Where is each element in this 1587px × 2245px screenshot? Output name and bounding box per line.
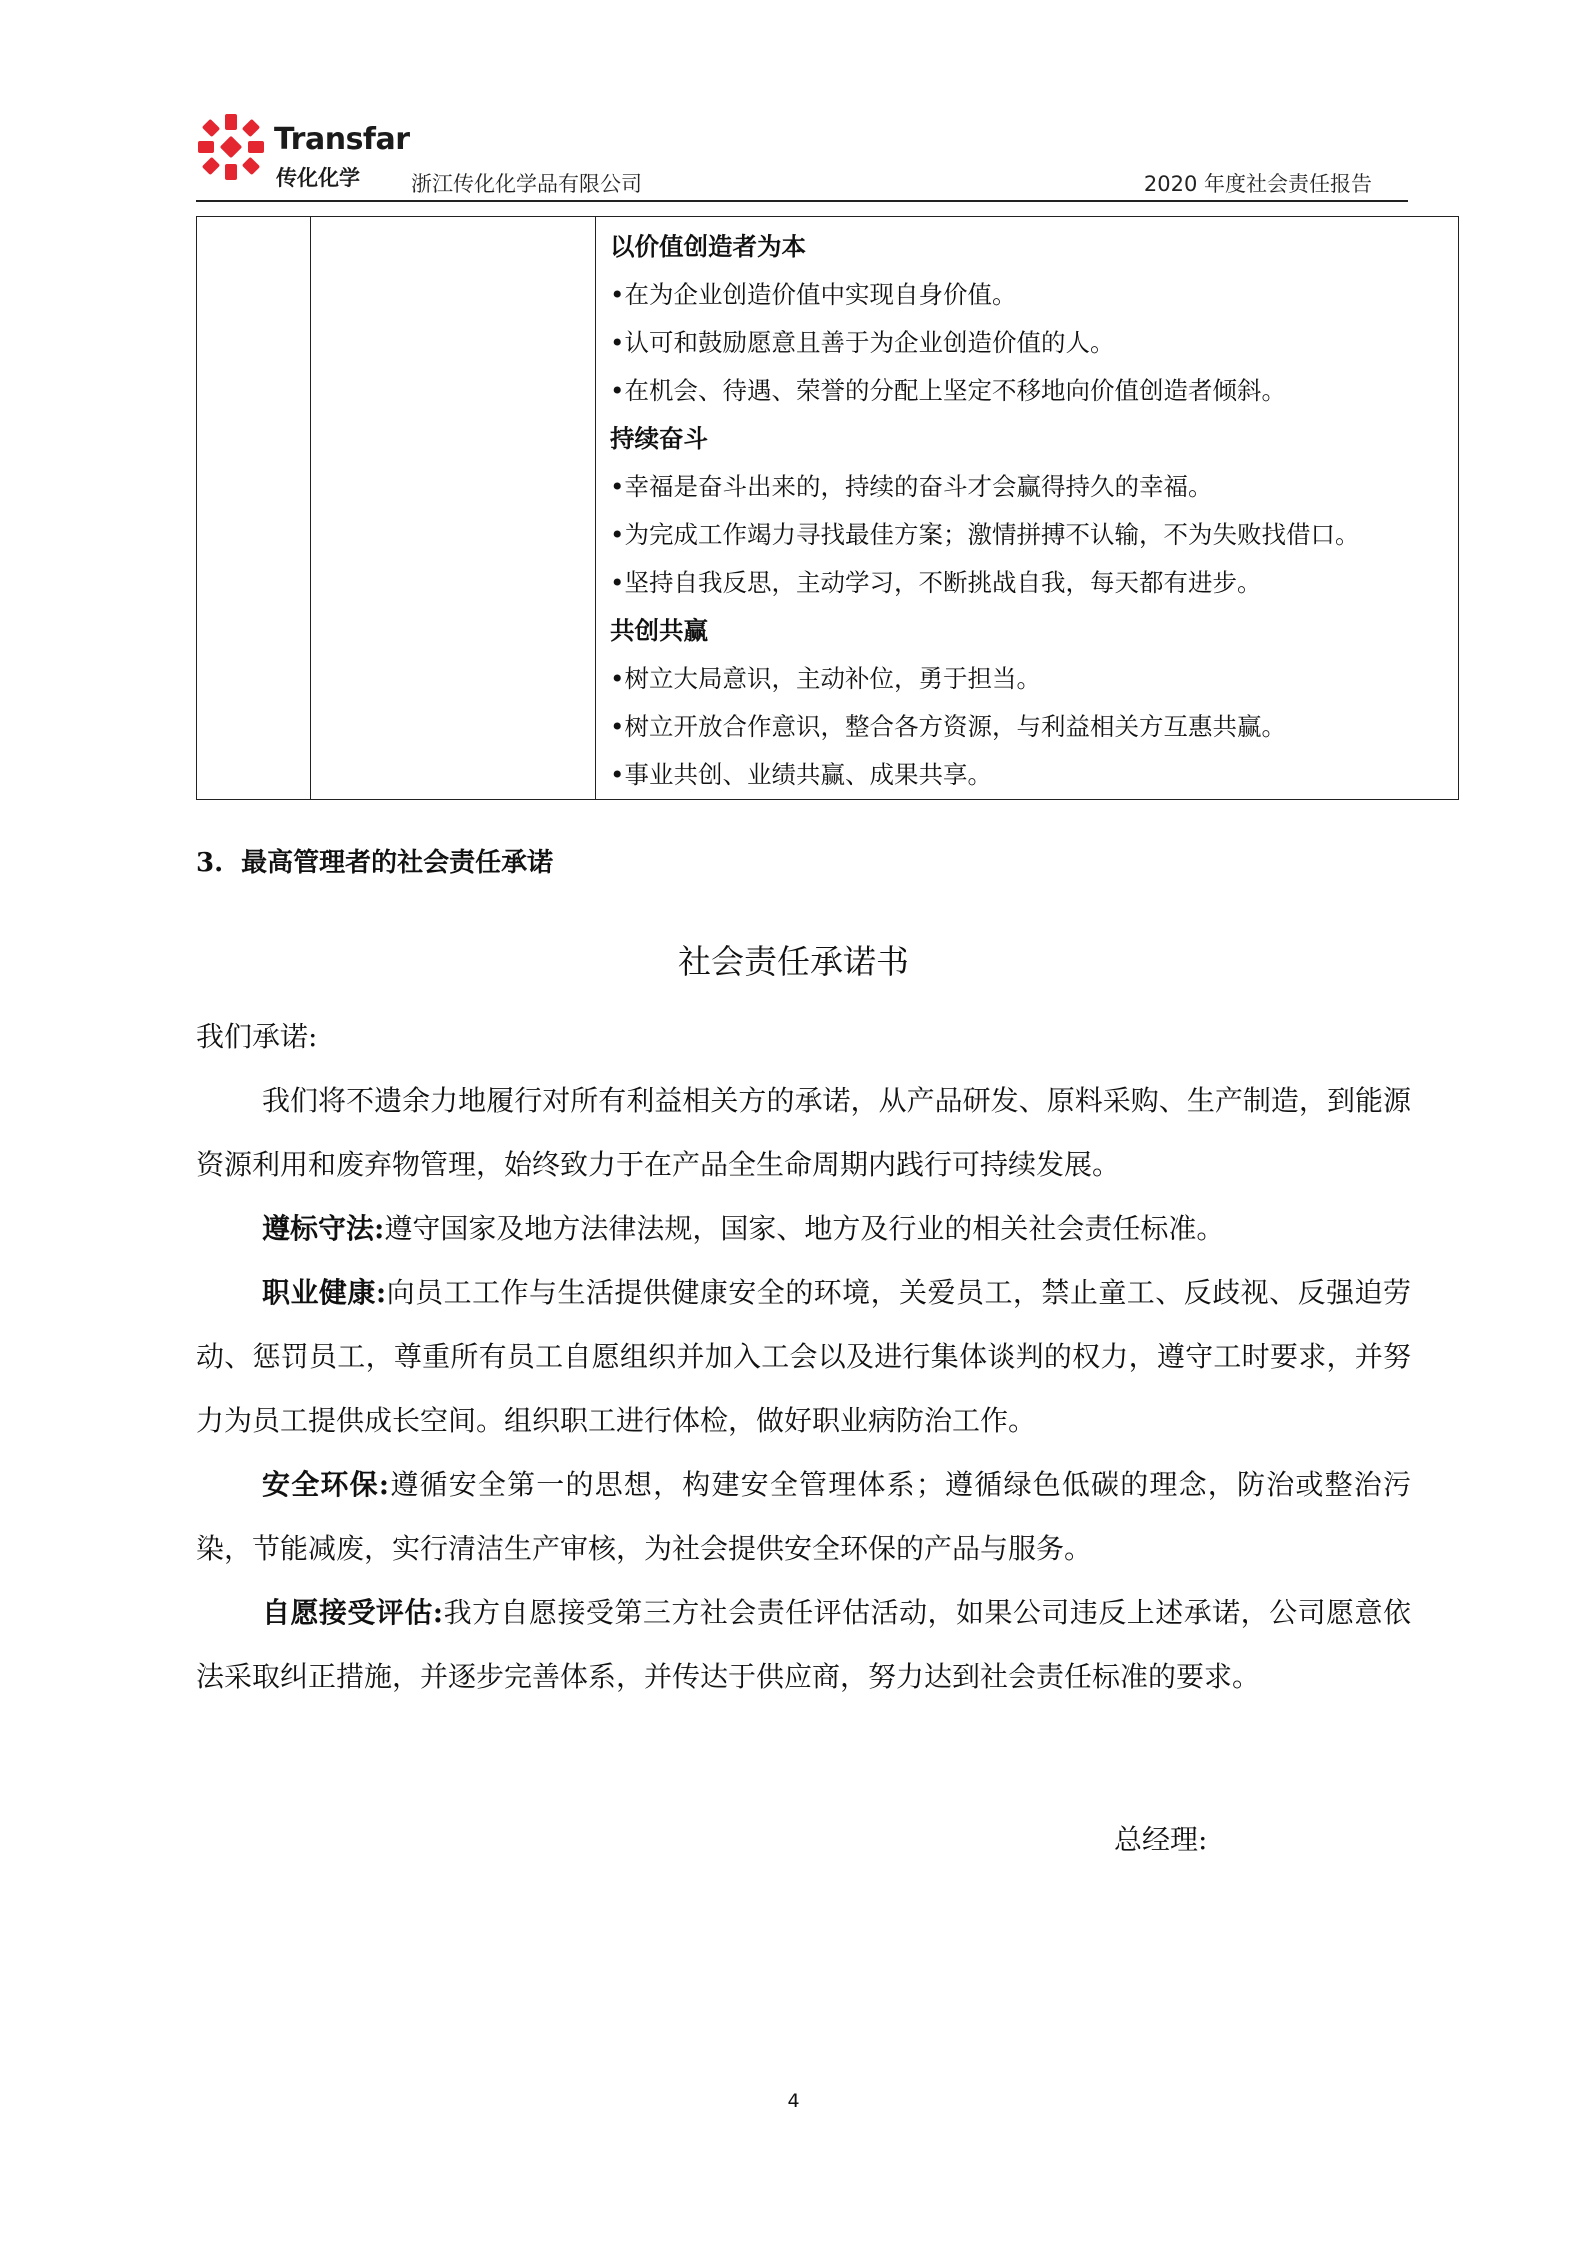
value-item: •树立开放合作意识，整合各方资源，与利益相关方互惠共赢。 xyxy=(610,712,1286,741)
table-row xyxy=(197,217,1459,800)
value-item: •事业共创、业绩共赢、成果共享。 xyxy=(610,760,992,789)
value-item: •在为企业创造价值中实现自身价值。 xyxy=(610,280,1017,309)
commitment-body xyxy=(196,1005,1411,1709)
header-divider xyxy=(196,200,1408,202)
values-table xyxy=(196,216,1459,800)
clause-text: 向员工工作与生活提供健康安全的环境，关爱员工，禁止童工、反歧视、反强迫劳动、惩罚员工，尊重所有员工自愿组织并加入工会以及进行集体谈判的权力，遵守工时要求，并努力为员工提供成长空间。组织职工进行体检，做好职业病防治工作。 xyxy=(196,1276,1411,1437)
values-cell xyxy=(596,217,1459,800)
clause-paragraph xyxy=(196,1261,1411,1453)
value-item: •在机会、待遇、荣誉的分配上坚定不移地向价值创造者倾斜。 xyxy=(610,376,1286,405)
section-number: 3. xyxy=(196,848,224,878)
clause-label: 遵标守法: xyxy=(262,1212,385,1245)
value-item: •幸福是奋斗出来的，持续的奋斗才会赢得持久的幸福。 xyxy=(610,472,1213,501)
section-heading xyxy=(196,842,553,879)
transfar-logo-icon xyxy=(196,112,266,182)
intro-paragraph: 我们将不遗余力地履行对所有利益相关方的承诺，从产品研发、原料采购、生产制造，到能源资源利用和废弃物管理，始终致力于在产品全生命周期内践行可持续发展。 xyxy=(196,1084,1411,1181)
clause-paragraph xyxy=(196,1581,1411,1709)
value-item: •坚持自我反思，主动学习，不断挑战自我，每天都有进步。 xyxy=(610,568,1262,597)
company-name: 浙江传化化学品有限公司 xyxy=(411,172,642,196)
section-title: 最高管理者的社会责任承诺 xyxy=(241,848,554,878)
clause-label: 自愿接受评估: xyxy=(262,1596,444,1629)
table-cell-empty xyxy=(311,217,596,800)
commitment-title: 社会责任承诺书 xyxy=(678,942,909,981)
clause-text: 遵循安全第一的思想，构建安全管理体系；遵循绿色低碳的理念，防治或整治污染，节能减废，实行清洁生产审核，为社会提供安全环保的产品与服务。 xyxy=(196,1468,1411,1565)
value-item: •认可和鼓励愿意且善于为企业创造价值的人。 xyxy=(610,328,1115,357)
value-item: •为完成工作竭力寻找最佳方案；激情拼搏不认输，不为失败找借口。 xyxy=(610,520,1360,549)
clause-label: 安全环保: xyxy=(262,1468,390,1501)
clause-text: 遵守国家及地方法律法规，国家、地方及行业的相关社会责任标准。 xyxy=(384,1212,1225,1245)
clause-label: 职业健康: xyxy=(262,1276,387,1309)
salutation: 我们承诺: xyxy=(196,1020,318,1053)
value-item: •树立大局意识，主动补位，勇于担当。 xyxy=(610,664,1041,693)
value-heading: 持续奋斗 xyxy=(610,424,708,453)
brand-name-cn: 传化化学 xyxy=(276,166,360,190)
signature-label: 总经理: xyxy=(1114,1823,1208,1856)
clause-paragraph xyxy=(196,1453,1411,1581)
value-heading: 以价值创造者为本 xyxy=(610,232,806,261)
brand-name-en: Transfar xyxy=(274,122,410,157)
value-heading: 共创共赢 xyxy=(610,616,708,645)
page-header xyxy=(196,112,1408,202)
report-title: 2020 年度社会责任报告 xyxy=(1143,172,1372,196)
page-number: 4 xyxy=(787,2090,800,2112)
clause-text: 我方自愿接受第三方社会责任评估活动，如果公司违反上述承诺，公司愿意依法采取纠正措施，并逐步完善体系，并传达于供应商，努力达到社会责任标准的要求。 xyxy=(196,1596,1411,1693)
clause-paragraph xyxy=(196,1197,1411,1261)
table-cell-empty xyxy=(197,217,311,800)
